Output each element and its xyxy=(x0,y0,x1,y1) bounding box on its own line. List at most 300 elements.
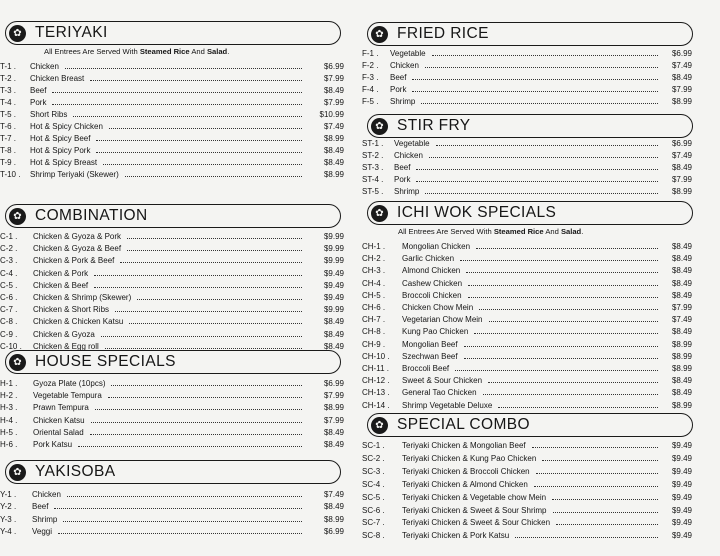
item-name: Vegetable Tempura xyxy=(33,391,102,401)
item-code: ST-4 . xyxy=(362,175,384,185)
dot-leader xyxy=(127,238,302,239)
menu-item-row xyxy=(362,387,692,398)
item-price: $9.49 xyxy=(671,492,692,502)
item-price: $7.49 xyxy=(323,122,344,131)
item-price: $7.49 xyxy=(671,61,692,71)
served-with-note: All Entrees Are Served With Steamed Rice And Salad. xyxy=(398,227,584,236)
item-name: General Tao Chicken xyxy=(402,388,477,398)
menu-item-row xyxy=(0,280,344,291)
item-name: Chicken & Gyoza xyxy=(33,329,95,339)
section-title: TERIYAKI xyxy=(35,24,108,41)
menu-item-row xyxy=(0,329,344,340)
dot-leader xyxy=(412,79,658,80)
menu-item-row xyxy=(0,61,344,72)
item-price: $7.49 xyxy=(671,151,692,161)
item-name: Szechwan Beef xyxy=(402,351,458,361)
menu-item-row xyxy=(0,526,344,537)
item-code: T-10 . xyxy=(0,170,21,179)
menu-item-row xyxy=(362,363,692,374)
dot-leader xyxy=(479,309,658,310)
dot-leader xyxy=(542,460,658,461)
item-name: Teriyaki Chicken & Broccoli Chicken xyxy=(402,466,530,476)
dot-leader xyxy=(412,91,658,92)
menu-item-row xyxy=(0,85,344,96)
item-price: $8.49 xyxy=(671,254,692,264)
dot-leader xyxy=(52,104,302,105)
dot-leader xyxy=(416,181,658,182)
item-code: Y-2 . xyxy=(0,502,17,512)
item-name: Chicken & Gyoza & Beef xyxy=(33,244,122,254)
item-code: T-6 . xyxy=(0,122,17,131)
item-price: $9.49 xyxy=(323,268,344,278)
menu-item-row xyxy=(0,169,344,180)
item-price: $7.99 xyxy=(671,175,692,185)
dot-leader xyxy=(553,512,658,513)
dot-leader xyxy=(455,370,658,371)
menu-item-row xyxy=(362,253,692,264)
item-name: Chicken xyxy=(390,61,419,71)
item-code: H-5 . xyxy=(0,427,18,437)
dot-leader xyxy=(96,152,302,153)
item-price: $7.99 xyxy=(671,303,692,312)
dot-leader xyxy=(425,67,658,68)
item-code: C-4 . xyxy=(0,268,18,278)
logo-icon: ✿ xyxy=(9,464,26,481)
dot-leader xyxy=(78,446,302,447)
menu-item-row xyxy=(0,121,344,132)
dot-leader xyxy=(515,537,658,538)
item-name: Shrimp Vegetable Deluxe xyxy=(402,400,493,410)
dot-leader xyxy=(127,250,302,251)
item-name: Pork xyxy=(394,175,411,185)
item-price: $7.49 xyxy=(323,490,344,499)
dot-leader xyxy=(94,287,302,288)
item-name: Vegetable xyxy=(394,139,430,148)
menu-item-row xyxy=(0,316,344,327)
item-price: $9.49 xyxy=(671,479,692,489)
logo-icon: ✿ xyxy=(371,118,388,135)
dot-leader xyxy=(534,486,658,487)
item-name: Pork Katsu xyxy=(33,440,73,449)
dot-leader xyxy=(105,348,302,349)
item-name: Vegetarian Chow Mein xyxy=(402,315,483,325)
item-code: T-1 . xyxy=(0,62,17,71)
item-price: $8.49 xyxy=(671,73,692,83)
item-code: H-6 . xyxy=(0,440,18,449)
item-code: CH-10 . xyxy=(362,351,390,361)
dot-leader xyxy=(95,409,302,410)
item-code: CH-5 . xyxy=(362,290,386,300)
menu-item-row xyxy=(0,427,344,438)
item-name: Chicken & Gyoza & Pork xyxy=(33,232,122,241)
section-header xyxy=(367,413,693,437)
item-price: $8.49 xyxy=(671,327,692,337)
item-name: Cashew Chicken xyxy=(402,278,463,288)
menu-item-row xyxy=(362,278,692,289)
dot-leader xyxy=(101,336,302,337)
item-code: T-2 . xyxy=(0,74,17,83)
menu-item-row xyxy=(362,265,692,276)
item-price: $8.99 xyxy=(671,351,692,361)
item-price: $9.49 xyxy=(671,531,692,541)
menu-item-row xyxy=(362,174,692,185)
section-title: STIR FRY xyxy=(397,117,471,134)
dot-leader xyxy=(115,311,302,312)
dot-leader xyxy=(466,272,658,273)
item-price: $9.99 xyxy=(323,232,344,241)
logo-icon: ✿ xyxy=(371,417,388,434)
item-code: T-7 . xyxy=(0,134,17,143)
item-price: $9.49 xyxy=(323,280,344,290)
item-price: $8.49 xyxy=(323,86,344,95)
item-name: Broccoli Beef xyxy=(402,364,450,373)
item-code: C-8 . xyxy=(0,317,18,327)
item-price: $10.99 xyxy=(319,110,344,119)
item-code: Y-3 . xyxy=(0,514,17,524)
item-name: Beef xyxy=(30,86,47,95)
dot-leader xyxy=(90,434,302,435)
served-with-note: All Entrees Are Served With Steamed Rice And Salad. xyxy=(44,47,230,56)
menu-item-row xyxy=(362,138,692,149)
item-name: Oriental Salad xyxy=(33,427,84,437)
dot-leader xyxy=(109,128,302,129)
item-code: CH-6 . xyxy=(362,303,386,312)
item-code: ST-2 . xyxy=(362,151,384,161)
menu-item-row xyxy=(362,186,692,197)
menu-item-row xyxy=(362,400,692,411)
logo-icon: ✿ xyxy=(9,208,26,225)
section-header xyxy=(5,460,341,484)
item-code: SC-2 . xyxy=(362,453,385,463)
dot-leader xyxy=(556,524,658,525)
item-code: H-1 . xyxy=(0,379,18,388)
logo-icon: ✿ xyxy=(371,26,388,43)
item-name: Chicken xyxy=(394,151,423,161)
item-name: Pork xyxy=(30,98,47,107)
menu-item-row xyxy=(0,378,344,389)
section-header xyxy=(5,204,341,228)
dot-leader xyxy=(483,394,658,395)
item-name: Garlic Chicken xyxy=(402,254,455,264)
item-price: $8.99 xyxy=(323,514,344,524)
item-name: Gyoza Plate (10pcs) xyxy=(33,379,106,388)
item-price: $8.99 xyxy=(323,134,344,143)
item-code: C-6 . xyxy=(0,293,18,302)
item-name: Chicken & Shrimp (Skewer) xyxy=(33,293,132,302)
menu-item-row xyxy=(0,255,344,266)
item-name: Beef xyxy=(390,73,407,83)
item-code: F-2 . xyxy=(362,61,379,71)
menu-item-row xyxy=(362,326,692,337)
item-code: CH-13 . xyxy=(362,388,390,398)
item-name: Teriyaki Chicken & Pork Katsu xyxy=(402,531,510,541)
item-name: Chicken xyxy=(32,490,61,499)
item-price: $8.49 xyxy=(323,146,344,155)
dot-leader xyxy=(498,407,658,408)
item-name: Short Ribs xyxy=(30,110,68,119)
item-code: SC-4 . xyxy=(362,479,385,489)
item-name: Chicken & Short Ribs xyxy=(33,305,110,315)
section-title: YAKISOBA xyxy=(35,463,116,480)
item-price: $8.49 xyxy=(323,329,344,339)
item-price: $9.49 xyxy=(671,441,692,450)
item-code: SC-1 . xyxy=(362,441,385,450)
dot-leader xyxy=(73,116,302,117)
menu-item-row xyxy=(362,530,692,541)
item-price: $7.49 xyxy=(671,315,692,325)
dot-leader xyxy=(137,299,302,300)
section-title: ICHI WOK SPECIALS xyxy=(397,204,557,221)
item-name: Almond Chicken xyxy=(402,266,461,276)
item-code: T-9 . xyxy=(0,158,17,167)
dot-leader xyxy=(476,248,658,249)
item-code: H-2 . xyxy=(0,391,18,401)
item-price: $8.49 xyxy=(671,163,692,173)
section-title: COMBINATION xyxy=(35,207,148,224)
item-code: CH-7 . xyxy=(362,315,386,325)
dot-leader xyxy=(91,422,302,423)
dot-leader xyxy=(54,508,302,509)
menu-item-row xyxy=(0,439,344,450)
item-code: CH-9 . xyxy=(362,339,386,349)
dot-leader xyxy=(96,140,302,141)
menu-item-row xyxy=(362,339,692,350)
item-name: Teriyaki Chicken & Sweet & Sour Chicken xyxy=(402,518,551,528)
item-name: Veggi xyxy=(32,527,53,537)
item-name: Broccoli Chicken xyxy=(402,290,462,300)
item-price: $8.49 xyxy=(323,341,344,351)
menu-item-row xyxy=(0,109,344,120)
menu-item-row xyxy=(0,97,344,108)
dot-leader xyxy=(436,145,658,146)
dot-leader xyxy=(103,164,302,165)
item-code: F-1 . xyxy=(362,49,379,58)
menu-item-row xyxy=(0,268,344,279)
item-price: $9.49 xyxy=(671,453,692,463)
item-price: $9.49 xyxy=(671,505,692,515)
item-code: CH-3 . xyxy=(362,266,386,276)
item-name: Chicken xyxy=(30,62,59,71)
menu-item-row xyxy=(0,292,344,303)
item-price: $7.99 xyxy=(323,415,344,425)
item-price: $9.99 xyxy=(323,256,344,266)
menu-item-row xyxy=(362,479,692,490)
item-price: $6.99 xyxy=(671,49,692,58)
menu-item-row xyxy=(362,505,692,516)
item-price: $7.99 xyxy=(323,98,344,107)
menu-item-row xyxy=(0,73,344,84)
item-price: $9.49 xyxy=(323,293,344,302)
item-code: CH-1 . xyxy=(362,242,386,251)
dot-leader xyxy=(416,169,658,170)
dot-leader xyxy=(129,323,302,324)
item-code: CH-12 . xyxy=(362,376,390,386)
item-name: Chicken Breast xyxy=(30,74,85,83)
menu-item-row xyxy=(362,440,692,451)
dot-leader xyxy=(108,397,302,398)
dot-leader xyxy=(532,447,658,448)
item-code: F-5 . xyxy=(362,97,379,107)
item-price: $8.49 xyxy=(323,317,344,327)
logo-icon: ✿ xyxy=(9,25,26,42)
item-price: $8.49 xyxy=(671,388,692,398)
dot-leader xyxy=(63,521,302,522)
menu-item-row xyxy=(0,489,344,500)
dot-leader xyxy=(425,193,658,194)
menu-item-row xyxy=(362,162,692,173)
menu-item-row xyxy=(362,375,692,386)
item-name: Teriyaki Chicken & Mongolian Beef xyxy=(402,441,526,450)
item-code: T-5 . xyxy=(0,110,17,119)
item-name: Pork xyxy=(390,85,407,95)
dot-leader xyxy=(120,262,302,263)
item-name: Shrimp xyxy=(32,514,58,524)
item-code: T-4 . xyxy=(0,98,17,107)
item-price: $8.99 xyxy=(671,364,692,373)
menu-item-row xyxy=(362,290,692,301)
logo-icon: ✿ xyxy=(9,354,26,371)
item-price: $9.99 xyxy=(323,305,344,315)
item-name: Hot & Spicy Pork xyxy=(30,146,91,155)
item-price: $6.99 xyxy=(323,62,344,71)
item-name: Chicken & Beef xyxy=(33,280,89,290)
item-code: C-10 . xyxy=(0,341,22,351)
dot-leader xyxy=(125,176,302,177)
item-code: F-3 . xyxy=(362,73,379,83)
menu-item-row xyxy=(0,402,344,413)
menu-item-row xyxy=(0,157,344,168)
item-name: Teriyaki Chicken & Almond Chicken xyxy=(402,479,528,489)
menu-item-row xyxy=(0,243,344,254)
dot-leader xyxy=(536,473,658,474)
item-price: $9.99 xyxy=(323,244,344,254)
item-code: F-4 . xyxy=(362,85,379,95)
menu-item-row xyxy=(362,492,692,503)
menu-item-row xyxy=(0,304,344,315)
menu-item-row xyxy=(362,84,692,95)
item-price: $7.99 xyxy=(671,85,692,95)
item-code: SC-8 . xyxy=(362,531,385,541)
item-price: $8.49 xyxy=(671,242,692,251)
dot-leader xyxy=(460,260,658,261)
item-code: CH-14 . xyxy=(362,400,390,410)
dot-leader xyxy=(432,55,658,56)
item-code: ST-5 . xyxy=(362,187,384,197)
section-header xyxy=(367,201,693,225)
item-price: $8.49 xyxy=(671,290,692,300)
dot-leader xyxy=(90,80,302,81)
item-price: $6.99 xyxy=(323,527,344,537)
item-code: CH-8 . xyxy=(362,327,386,337)
section-header xyxy=(367,22,693,46)
item-name: Shrimp xyxy=(394,187,420,197)
item-price: $8.49 xyxy=(671,376,692,386)
menu-item-row xyxy=(362,466,692,477)
item-name: Chicken & Egg roll xyxy=(33,341,99,351)
item-name: Chicken Chow Mein xyxy=(402,303,474,312)
item-code: Y-1 . xyxy=(0,490,17,499)
item-code: H-4 . xyxy=(0,415,18,425)
item-name: Prawn Tempura xyxy=(33,403,89,413)
item-name: Hot & Spicy Chicken xyxy=(30,122,103,131)
section-title: SPECIAL COMBO xyxy=(397,416,530,433)
menu-item-row xyxy=(362,302,692,313)
menu-item-row xyxy=(362,96,692,107)
item-price: $8.99 xyxy=(671,97,692,107)
menu-item-row xyxy=(0,231,344,242)
logo-icon: ✿ xyxy=(371,205,388,222)
menu-item-row xyxy=(0,390,344,401)
menu-item-row xyxy=(362,517,692,528)
item-code: CH-2 . xyxy=(362,254,386,264)
item-name: Vegetable xyxy=(390,49,426,58)
dot-leader xyxy=(489,321,658,322)
item-name: Kung Pao Chicken xyxy=(402,327,469,337)
item-price: $8.49 xyxy=(671,266,692,276)
section-header xyxy=(5,350,341,374)
item-code: SC-5 . xyxy=(362,492,385,502)
item-name: Chicken Katsu xyxy=(33,415,85,425)
item-name: Teriyaki Chicken & Vegetable chow Mein xyxy=(402,492,547,502)
item-code: C-9 . xyxy=(0,329,18,339)
item-name: Chicken & Pork & Beef xyxy=(33,256,115,266)
item-name: Hot & Spicy Breast xyxy=(30,158,98,167)
dot-leader xyxy=(468,297,658,298)
item-name: Teriyaki Chicken & Sweet & Sour Shrimp xyxy=(402,505,547,515)
item-code: C-5 . xyxy=(0,280,18,290)
item-code: T-8 . xyxy=(0,146,17,155)
item-name: Shrimp xyxy=(390,97,416,107)
item-code: Y-4 . xyxy=(0,527,17,537)
item-code: C-2 . xyxy=(0,244,18,254)
item-code: SC-3 . xyxy=(362,466,385,476)
dot-leader xyxy=(552,499,658,500)
item-name: Mongolian Beef xyxy=(402,339,458,349)
section-title: HOUSE SPECIALS xyxy=(35,353,176,370)
section-header xyxy=(367,114,693,138)
menu-item-row xyxy=(362,241,692,252)
menu-item-row xyxy=(362,453,692,464)
menu-item-row xyxy=(0,501,344,512)
item-price: $8.49 xyxy=(323,440,344,449)
item-name: Beef xyxy=(32,502,49,512)
dot-leader xyxy=(65,68,302,69)
item-code: CH-11 . xyxy=(362,364,389,373)
item-name: Mongolian Chicken xyxy=(402,242,471,251)
dot-leader xyxy=(421,103,658,104)
item-code: C-3 . xyxy=(0,256,18,266)
dot-leader xyxy=(94,275,302,276)
dot-leader xyxy=(67,496,302,497)
item-price: $8.49 xyxy=(323,427,344,437)
item-name: Hot & Spicy Beef xyxy=(30,134,91,143)
menu-item-row xyxy=(362,351,692,362)
item-price: $9.49 xyxy=(671,466,692,476)
menu-item-row xyxy=(362,60,692,71)
menu-item-row xyxy=(0,145,344,156)
dot-leader xyxy=(474,333,658,334)
item-code: H-3 . xyxy=(0,403,18,413)
item-price: $8.99 xyxy=(671,187,692,197)
menu-item-row xyxy=(0,415,344,426)
dot-leader xyxy=(468,285,658,286)
item-price: $6.99 xyxy=(671,139,692,148)
item-price: $8.49 xyxy=(323,502,344,512)
section-header xyxy=(5,21,341,45)
dot-leader xyxy=(111,385,302,386)
item-name: Shrimp Teriyaki (Skewer) xyxy=(30,170,119,179)
item-code: CH-4 . xyxy=(362,278,386,288)
